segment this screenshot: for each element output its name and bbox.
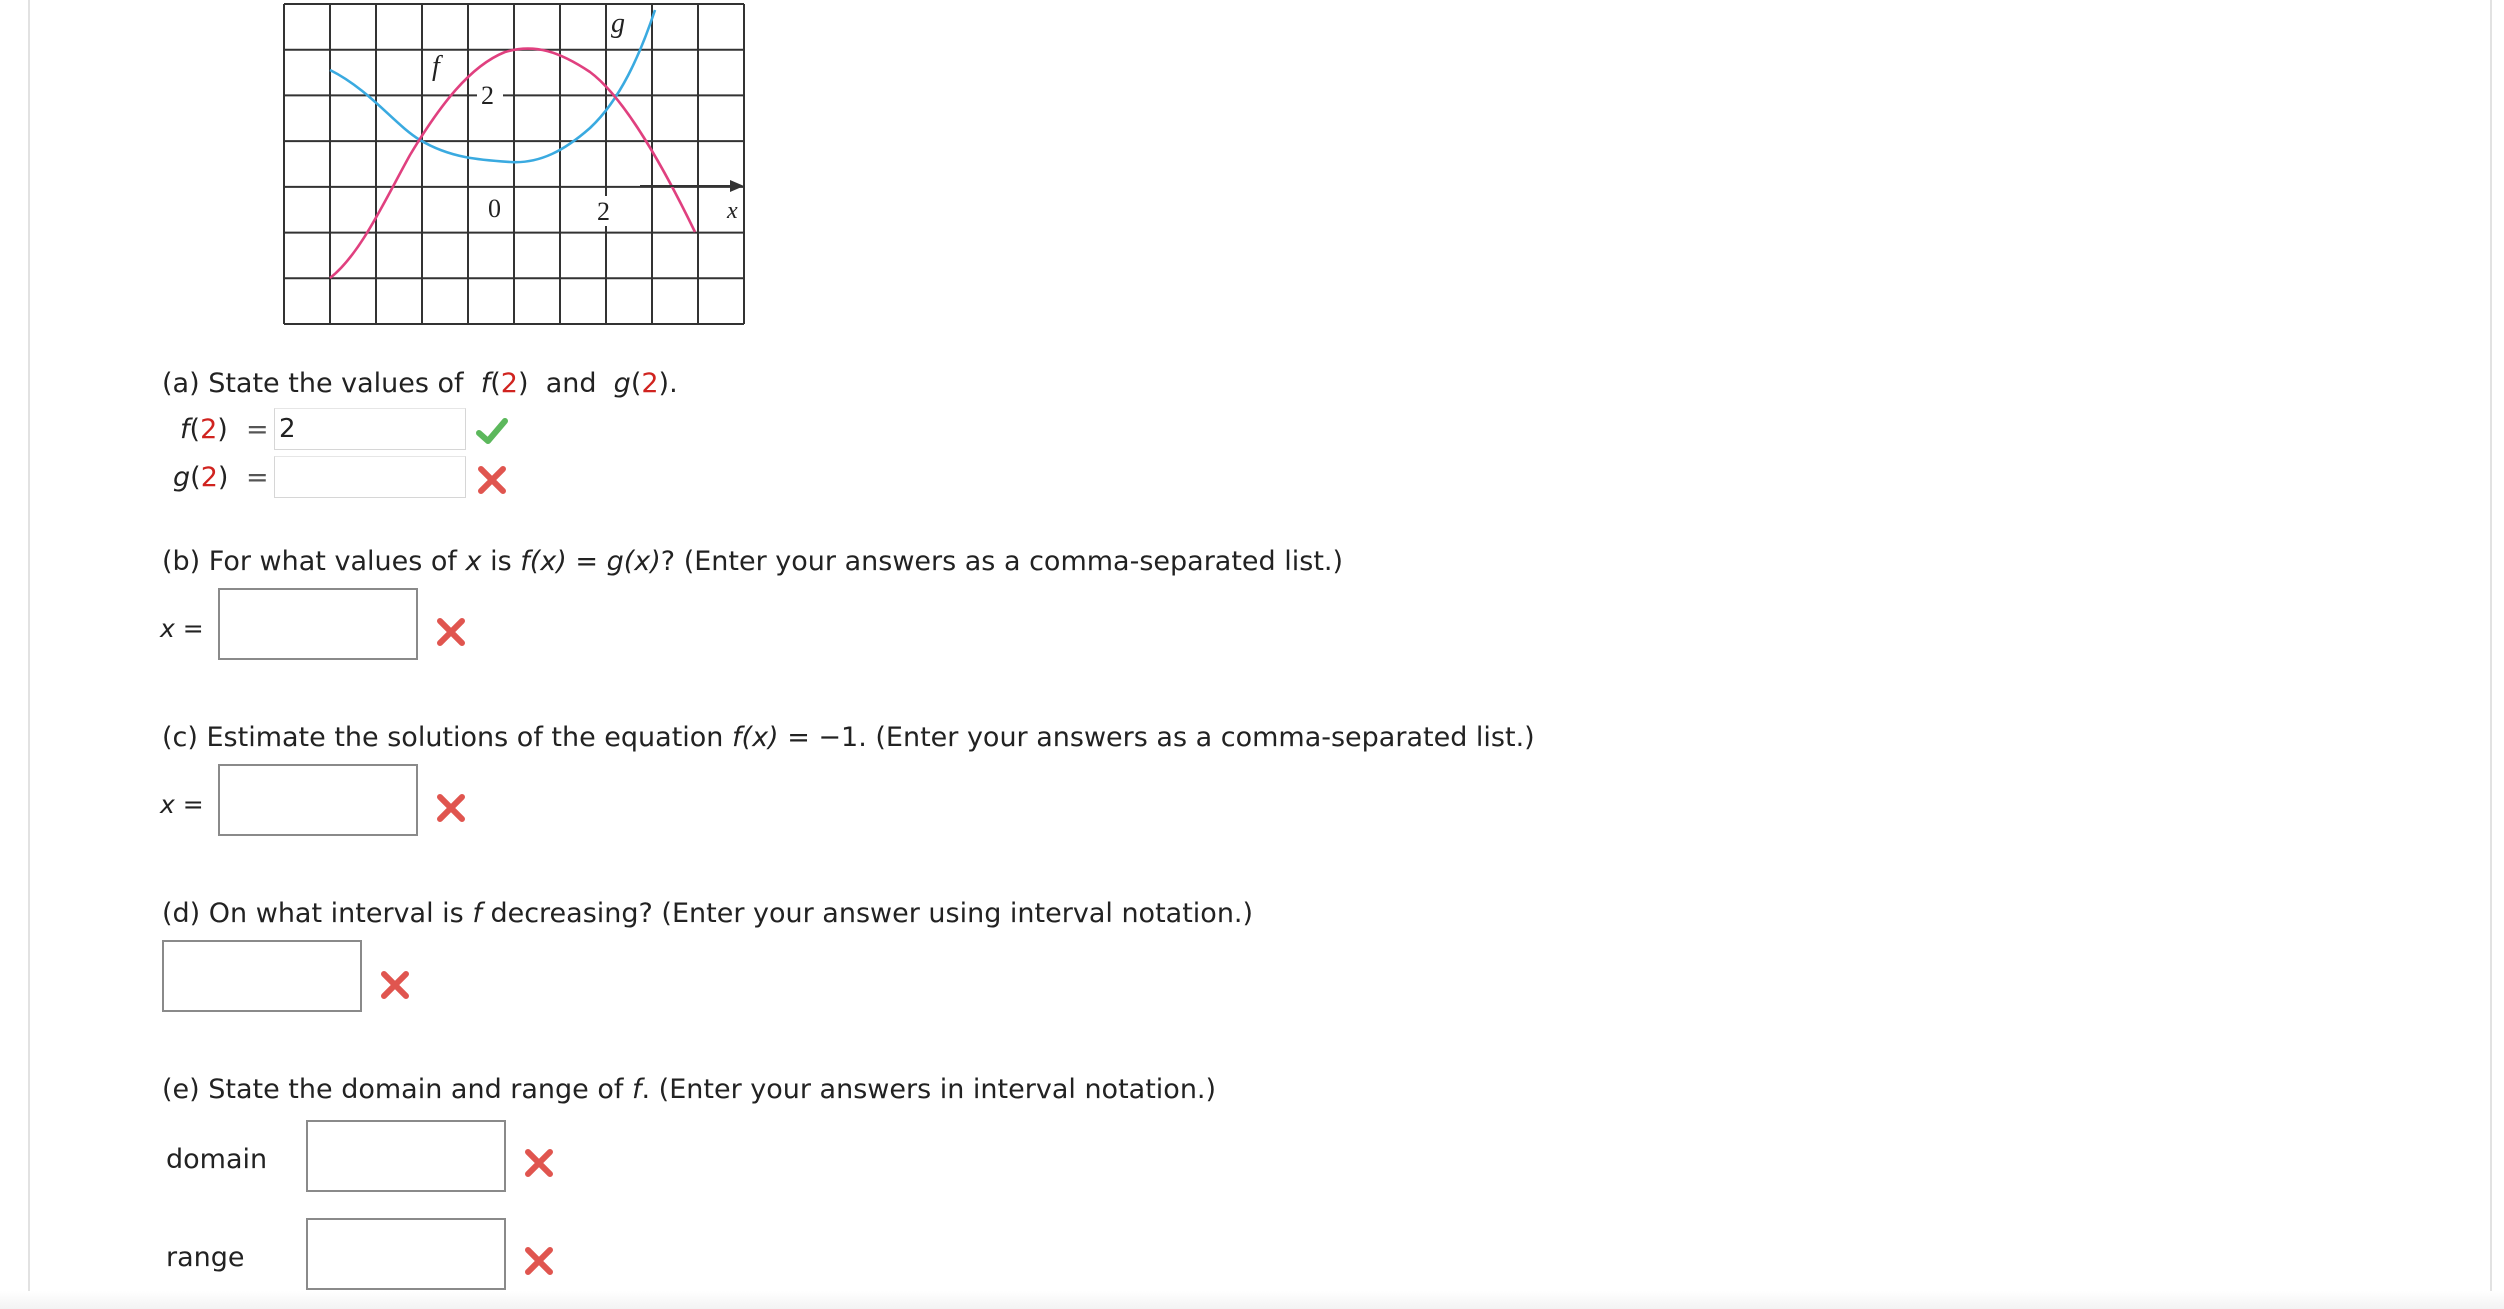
part-a-and: and — [545, 368, 597, 399]
period: . — [669, 368, 678, 399]
f2-input[interactable] — [274, 408, 466, 450]
f2-label-arg: 2 — [200, 414, 218, 445]
g2-label — [173, 462, 228, 493]
paren-open: ( — [190, 462, 201, 493]
f2-label — [180, 414, 228, 445]
y-tick-label: 2 — [481, 81, 494, 110]
part-e-f: f — [632, 1074, 642, 1105]
f-label: f — [432, 51, 440, 82]
part-a-f: f — [480, 368, 491, 399]
part-b-g-expr: g(x) — [606, 546, 661, 577]
part-b-suffix: ? (Enter your answers as a comma-separated list.) — [660, 546, 1344, 577]
paren-close: ) — [217, 414, 228, 445]
x-tick-label: 2 — [597, 197, 610, 226]
part-a-prefix: (a) State the values of — [162, 368, 464, 399]
paren-close: ) — [517, 368, 529, 399]
part-d-input[interactable] — [162, 940, 362, 1012]
domain-input[interactable] — [306, 1120, 506, 1192]
checkmark-icon — [475, 414, 509, 448]
part-c-answer-label: x = — [160, 790, 204, 819]
paren-open: ( — [490, 368, 501, 399]
part-e-suffix: . (Enter your answers in interval notation.) — [641, 1074, 1217, 1105]
paren-close: ) — [658, 368, 670, 399]
origin-label: 0 — [488, 194, 501, 223]
part-e-prefix: (e) State the domain and range of — [162, 1074, 624, 1105]
part-b-var: x — [465, 546, 482, 577]
part-a-g: g — [613, 368, 631, 399]
part-b-is: is — [490, 546, 512, 577]
part-a-arg-f: 2 — [500, 368, 518, 399]
part-e-question — [162, 1074, 1216, 1105]
range-input[interactable] — [306, 1218, 506, 1290]
paren-close: ) — [217, 462, 229, 493]
part-b-eq: = — [575, 546, 599, 577]
part-c-suffix: = −1. (Enter your answers as a comma-separated list.) — [787, 722, 1535, 753]
g2-label-g: g — [173, 462, 191, 493]
cross-icon — [522, 1244, 556, 1278]
domain-label: domain — [166, 1144, 268, 1175]
bottom-edge — [0, 1291, 2504, 1309]
paren-open: ( — [630, 368, 642, 399]
x-axis-arrow — [640, 180, 744, 192]
f2-label-f: f — [180, 414, 190, 445]
function-graph — [0, 0, 800, 340]
g2-label-arg: 2 — [200, 462, 218, 493]
part-b-question — [162, 546, 1343, 577]
part-d-f: f — [472, 898, 482, 929]
part-d-suffix: decreasing? (Enter your answer using interval notation.) — [490, 898, 1254, 929]
g-label: g — [611, 8, 625, 39]
part-c-f-expr: f(x) — [732, 722, 779, 753]
cross-icon — [434, 791, 468, 825]
g2-input[interactable] — [274, 456, 466, 498]
part-b-answer-label: x = — [160, 614, 204, 643]
cross-icon — [522, 1146, 556, 1180]
g2-equals: = — [246, 462, 269, 493]
part-c-input[interactable] — [218, 764, 418, 836]
part-b-prefix: (b) For what values of — [162, 546, 457, 577]
range-label: range — [166, 1242, 245, 1273]
f2-equals: = — [246, 414, 269, 445]
part-b-input[interactable] — [218, 588, 418, 660]
part-a-arg-g: 2 — [641, 368, 659, 399]
part-c-prefix: (c) Estimate the solutions of the equation — [162, 722, 724, 753]
cross-icon — [378, 968, 412, 1002]
paren-open: ( — [189, 414, 201, 445]
part-c-question — [162, 722, 1535, 753]
graph-grid — [284, 4, 744, 324]
x-axis-label: x — [727, 198, 738, 224]
part-d-prefix: (d) On what interval is — [162, 898, 464, 929]
cross-icon — [475, 463, 509, 497]
part-d-question — [162, 898, 1253, 929]
part-a-question — [162, 368, 678, 399]
part-b-f-expr: f(x) — [520, 546, 567, 577]
cross-icon — [434, 615, 468, 649]
